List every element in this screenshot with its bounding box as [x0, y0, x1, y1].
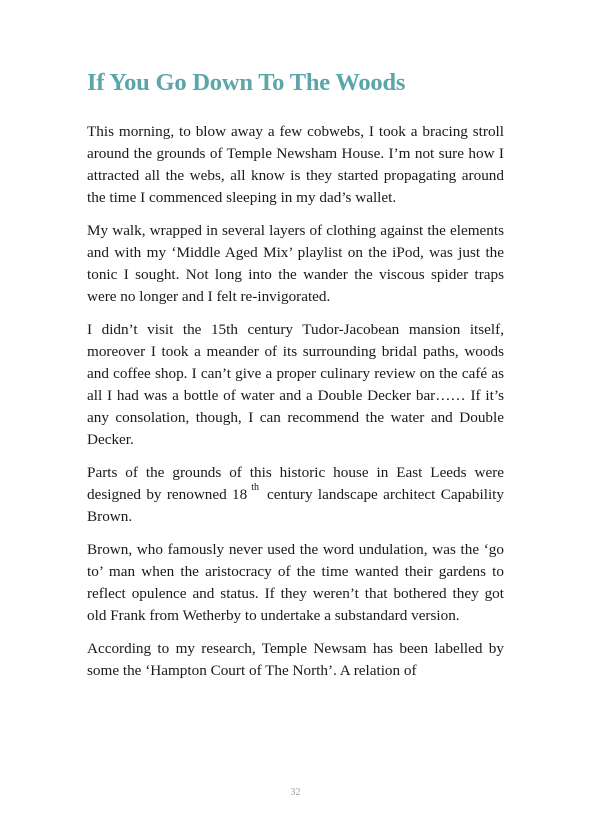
- paragraph-text: Parts of the grounds of this historic house in East Leeds were designed by renowned 18: [87, 464, 504, 503]
- chapter-title: If You Go Down To The Woods: [87, 69, 406, 96]
- paragraph: According to my research, Temple Newsam has been labelled by some the ‘Hampton Court of The North’. A relation of: [87, 640, 504, 679]
- paragraph: [87, 462, 504, 528]
- page-number: 32: [290, 787, 301, 798]
- paragraph-text: century landscape architect Capability Brown.: [87, 486, 504, 525]
- paragraph: This morning, to blow away a few cobwebs, I took a bracing stroll around the grounds of Temple Newsham House. I’m not sure how I attracted all the webs, all know is they started propagating around the time I commenced sleeping in my dad’s wallet.: [87, 123, 504, 206]
- paragraph: I didn’t visit the 15th century Tudor-Jacobean mansion itself, moreover I took a meander of its surrounding bridal paths, woods and coffee shop. I can’t give a proper culinary review on the café as all I had was a bottle of water and a Double Decker bar…… If it’s any consolation, though, I can recommend the water and Double Decker.: [87, 321, 504, 448]
- ordinal-superscript: th: [251, 482, 260, 493]
- paragraph: My walk, wrapped in several layers of clothing against the elements and with my ‘Middle Aged Mix’ playlist on the iPod, was just the tonic I sought. Not long into the wander the viscous spider traps were no longer and I felt re-invigorated.: [87, 222, 504, 305]
- body-text: [87, 121, 504, 693]
- paragraph: Brown, who famously never used the word undulation, was the ‘go to’ man when the aristocracy of the time wanted their gardens to reflect opulence and status. If they weren’t that bothered they got old Frank from Wetherby to undertake a substandard version.: [87, 541, 504, 624]
